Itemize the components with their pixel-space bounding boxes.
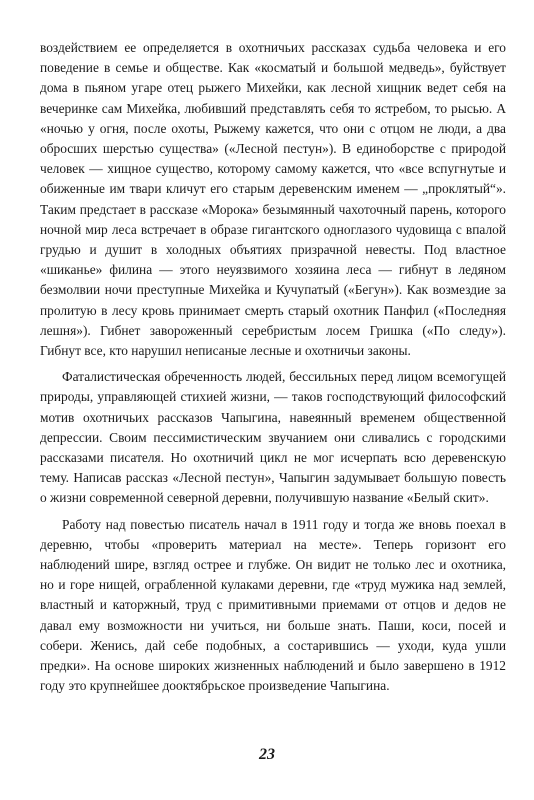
page-number: 23	[259, 746, 275, 763]
paragraph-3: Работу над повестью писатель начал в 1911 году и тогда же вновь поехал в деревню, чтобы «проверить материал на месте». Теперь горизонт его наблюдений шире, взгляд острее и глубже. Он видит не только лес и охотника, но и горе нищей, ограбленной кулаками деревни, где «труд мужика над землей, властный и каторжный, труд с примитивными приемами от отцов и дедов не давал ему возможности ни учиться, ни больше знать. Паши, коси, посей и собери. Женись, дай себе подобных, а состарившись — уходи, куда ушли предки». На основе широких жизненных наблюдений и было завершено в 1912 году это крупнейшее дооктябрьское произведение Чапыгина.	[40, 516, 506, 694]
body-text	[40, 38, 506, 697]
paragraph-2: Фаталистическая обреченность людей, бессильных перед лицом всемогущей природы, управляющей стихией жизни, — таков господствующий философский мотив охотничьих рассказов Чапыгина, навеянный временем общественной депрессии. Своим пессимистическим звучанием они сливались с городскими рассказами писателя. Но охотничий цикл не мог исчерпать всю деревенскую тему. Написав рассказ «Лесной пестун», Чапыгин задумывает большую повесть о жизни современной северной деревни, получившую название «Белый скит».	[40, 369, 506, 506]
paragraph-1: воздействием ее определяется в охотничьих рассказах судьба человека и его поведение в семье и обществе. Как «косматый и большой медведь», буйствует дома в пьяном угаре отец рыжего Михейки, как лесной хищник ведет себя на вечеринке сам Михейка, любивший представлять себя то ястребом, то рысью. А «ночью у огня, после охоты, Рыжему кажется, что они с отцом не люди, а два обросших шерстью существа» («Лесной пестун»). В единоборстве с природой человек — хищное существо, которому самому кажется, что «все вспугнутые и обиженные им твари кличут его старым деревенским именем — „проклятый“». Таким предстает в рассказе «Морока» безымянный чахоточный парень, которого ночной мир леса встречает в образе гигантского одноглазого чудовища с впалой грудью и душит в холодных объятиях призрачной невесты. Под властное «шиканье» филина — этого неуязвимого хозяина леса — гибнут в ледяном безмолвии ночи преступные Михейка и Кучупатый («Бегун»). Как возмездие за пролитую в лесу кровь принимает смерть старый охотник Панфил («Последняя лешня»). Гибнет завороженный серебристым лосем Гришка («По следу»). Гибнут все, кто нарушил неписаные лесные и охотничьи законы.	[40, 40, 506, 359]
